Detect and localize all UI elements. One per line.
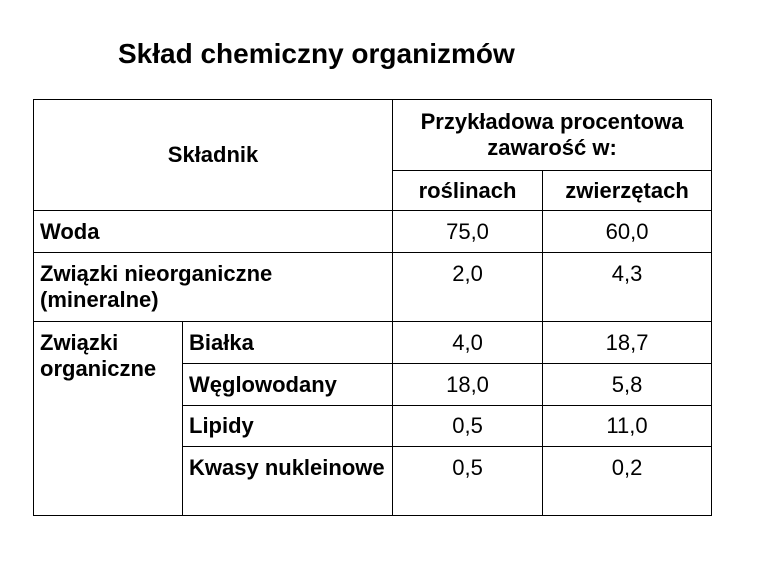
table-row <box>34 253 712 322</box>
header-component: Składnik <box>34 100 393 211</box>
value-animals: 4,3 <box>543 253 712 322</box>
row-name: Kwasy nukleinowe <box>183 447 393 516</box>
composition-table <box>33 99 712 516</box>
value-animals: 11,0 <box>543 406 712 447</box>
value-plants: 0,5 <box>393 406 543 447</box>
header-animals: zwierzętach <box>543 171 712 211</box>
value-plants: 4,0 <box>393 322 543 364</box>
row-name: Woda <box>34 211 393 253</box>
row-name: Związki nieorganiczne (mineralne) <box>34 253 393 322</box>
table-row <box>34 211 712 253</box>
row-name: Węglowodany <box>183 364 393 406</box>
page-title: Skład chemiczny organizmów <box>118 38 515 69</box>
value-animals: 18,7 <box>543 322 712 364</box>
value-animals: 0,2 <box>543 447 712 516</box>
header-row <box>34 100 712 171</box>
header-example-content: Przykładowa procentowa zawarość w: <box>393 100 712 171</box>
value-plants: 18,0 <box>393 364 543 406</box>
row-name: Lipidy <box>183 406 393 447</box>
header-plants: roślinach <box>393 171 543 211</box>
value-animals: 5,8 <box>543 364 712 406</box>
value-plants: 2,0 <box>393 253 543 322</box>
organic-group-label: Związki organiczne <box>34 322 183 516</box>
value-animals: 60,0 <box>543 211 712 253</box>
row-name: Białka <box>183 322 393 364</box>
value-plants: 75,0 <box>393 211 543 253</box>
value-plants: 0,5 <box>393 447 543 516</box>
table-row <box>34 322 712 364</box>
